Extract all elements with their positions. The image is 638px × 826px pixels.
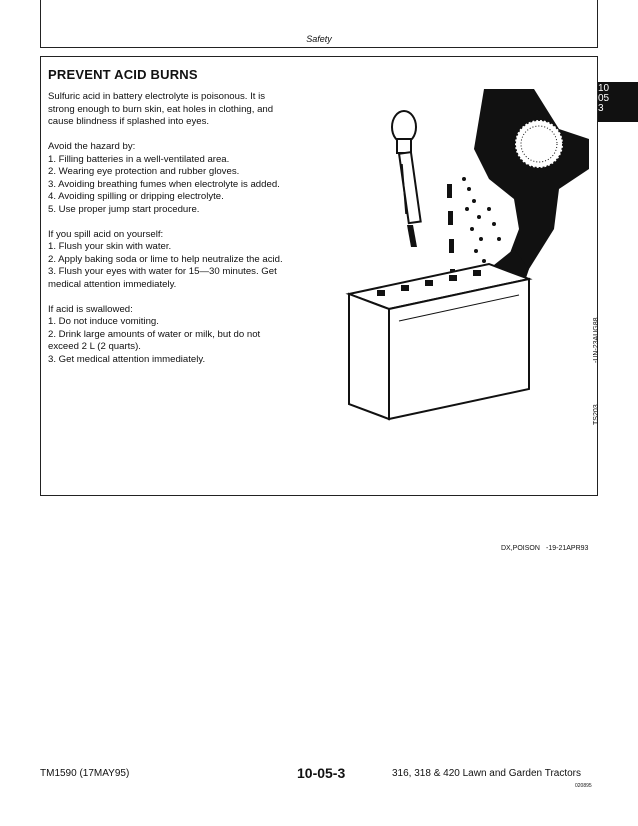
page-header bbox=[40, 0, 598, 48]
list-item: 4. Avoiding spilling or dripping electrolyte. bbox=[48, 191, 224, 202]
text-line: Avoid the hazard by: bbox=[48, 141, 136, 152]
text-line: Sulfuric acid in battery electrolyte is poisonous. It is bbox=[48, 91, 266, 102]
tab-line: 10 bbox=[598, 83, 610, 94]
illustration-side-code: -UN-23AUG88 bbox=[593, 317, 600, 363]
section-body bbox=[48, 91, 323, 379]
text-line: medical attention immediately. bbox=[48, 278, 177, 290]
paragraph-swallowed bbox=[48, 304, 323, 367]
paragraph-avoid bbox=[48, 141, 323, 216]
list-item: 2. Drink large amounts of water or milk, but do not bbox=[48, 328, 261, 340]
paragraph-hazard bbox=[48, 91, 323, 129]
list-item: 2. Wearing eye protection and rubber gloves. bbox=[48, 166, 240, 177]
list-item: 3. Flush your eyes with water for 15—30 minutes. Get bbox=[48, 266, 277, 277]
document-code: DX,POISON bbox=[501, 545, 540, 552]
text-line: If acid is swallowed: bbox=[48, 303, 133, 315]
list-item: 1. Filling batteries in a well-ventilated area. bbox=[48, 153, 230, 165]
dropper-icon bbox=[392, 111, 421, 247]
footer-code: 020895 bbox=[575, 783, 592, 789]
list-item: 3. Avoiding breathing fumes when electrolyte is added. bbox=[48, 178, 280, 190]
footer-page-number: 10-05-3 bbox=[297, 765, 346, 781]
section-tab-number bbox=[598, 84, 610, 114]
illustration-ts-code: TS203 bbox=[593, 404, 600, 425]
tab-line: 05 bbox=[598, 93, 610, 104]
footer-manual: TM1590 (17MAY95) bbox=[40, 768, 130, 779]
battery-icon bbox=[349, 264, 529, 419]
document-date-code: -19-21APR93 bbox=[546, 545, 589, 552]
section-heading: PREVENT ACID BURNS bbox=[48, 67, 198, 82]
footer-title: 316, 318 & 420 Lawn and Garden Tractors bbox=[392, 768, 582, 779]
list-item: 1. Do not induce vomiting. bbox=[48, 316, 159, 327]
list-item: 2. Apply baking soda or lime to help neutralize the acid. bbox=[48, 253, 283, 265]
list-item: 1. Flush your skin with water. bbox=[48, 241, 172, 252]
safety-section-box bbox=[40, 56, 600, 552]
text-line: strong enough to burn skin, eat holes in clothing, and bbox=[48, 103, 274, 115]
text-line: exceed 2 L (2 quarts). bbox=[48, 341, 141, 352]
battery-acid-hazard-illustration bbox=[339, 89, 589, 469]
acid-drops bbox=[447, 184, 455, 283]
text-line: If you spill acid on yourself: bbox=[48, 228, 164, 240]
section-tab bbox=[598, 82, 638, 122]
list-item: 5. Use proper jump start procedure. bbox=[48, 203, 200, 215]
header-title: Safety bbox=[306, 34, 332, 44]
list-item: 3. Get medical attention immediately. bbox=[48, 353, 206, 365]
paragraph-spill bbox=[48, 229, 323, 292]
tab-line: 3 bbox=[598, 103, 604, 114]
text-line: cause blindness if splashed into eyes. bbox=[48, 116, 210, 127]
